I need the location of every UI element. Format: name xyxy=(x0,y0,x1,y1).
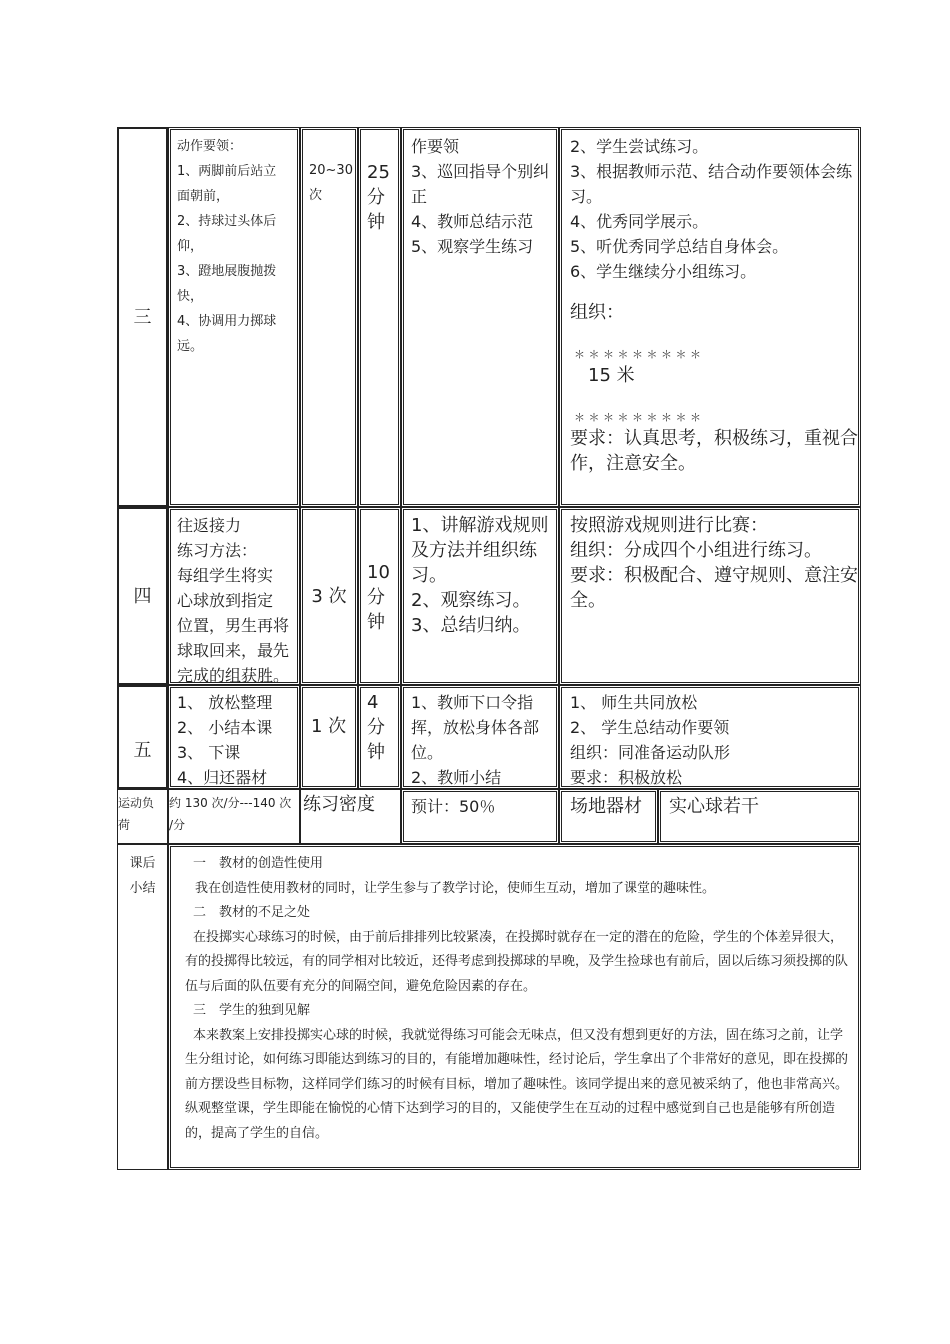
section3-student-line: 2、学生尝试练习。 xyxy=(570,137,709,156)
section4-teacher-cell xyxy=(401,507,559,685)
section5-teacher-line: 2、教师小结 xyxy=(411,768,502,787)
section3-teacher-line: 4、教师总结示范 xyxy=(411,212,534,231)
load-value-line: 约 130 次/分---140 次 xyxy=(169,796,292,810)
summary-paragraph-3: 本来教案上安排投掷实心球的时候，我就觉得练习可能会无味点，但又没有想到更好的方法，固在练习之前，让学生分组讨论，如何练习即能达到练习的目的，有能增加趣味性，经讨论后，学生拿出了个非常好的意见，即在投掷的前方摆设些目标物，这样同学们练习的时候有目标，增加了趣味性。该同学提出来的意见被采纳了，他也非常高兴。 xyxy=(185,1027,849,1092)
section5-content-line: 2、 小结本课 xyxy=(177,718,273,737)
section4-student-line: 全。 xyxy=(570,590,606,611)
summary-label-cell xyxy=(117,844,168,1170)
density-value: 预计：50％ xyxy=(411,797,496,816)
section5-content-line: 1、 放松整理 xyxy=(177,693,273,712)
section5-content-cell xyxy=(168,685,300,789)
section4-student-line: 组织：分成四个小组进行练习。 xyxy=(570,540,822,561)
section3-stars-top: ＊ ＊ ＊ ＊ ＊ ＊ ＊ ＊ ＊ xyxy=(574,348,701,361)
equipment-value: 实心球若干 xyxy=(669,796,759,817)
section4-student-cell xyxy=(559,507,861,685)
density-value-cell xyxy=(401,789,559,844)
summary-label-line: 小结 xyxy=(129,881,156,896)
section3-duration-unit: 钟 xyxy=(367,212,385,233)
section3-teacher-line: 5、观察学生练习 xyxy=(411,237,534,256)
section3-content-line: 2、持球过头体后 xyxy=(177,214,277,229)
section3-student-line: 习。 xyxy=(570,187,603,206)
section4-duration-value: 10 xyxy=(367,562,390,583)
section5-number-cell xyxy=(117,685,168,789)
section3-teacher-cell xyxy=(401,127,559,507)
section3-content-line: 1、两脚前后站立 xyxy=(177,164,277,179)
section4-teacher-line: 2、观察练习。 xyxy=(411,590,531,611)
summary-paragraph-4: 纵观整堂课，学生即能在愉悦的心情下达到学习的目的，又能使学生在互动的过程中感觉到自己也是能够有所创造的，提高了学生的自信。 xyxy=(185,1101,836,1141)
section3-org-label: 组织： xyxy=(570,302,624,323)
section3-content-line: 4、协调用力掷球 xyxy=(177,314,277,329)
section3-stars-bottom: ＊ ＊ ＊ ＊ ＊ ＊ ＊ ＊ ＊ xyxy=(574,411,701,424)
section4-duration-unit: 分 xyxy=(367,587,385,608)
section5-duration-unit: 分 xyxy=(367,717,385,738)
section3-requirement-line: 要求：认真思考，积极练习，重视合 xyxy=(570,428,858,449)
section3-number: 三 xyxy=(133,306,152,328)
section5-teacher-line: 1、教师下口令指 xyxy=(411,693,534,712)
section3-content-line: 动作要领： xyxy=(177,139,243,154)
section4-number: 四 xyxy=(133,585,152,607)
section5-teacher-line: 挥，放松身体各部 xyxy=(411,718,540,737)
section5-student-line: 2、 学生总结动作要领 xyxy=(570,718,730,737)
section3-student-line: 3、根据教师示范、结合动作要领体会练 xyxy=(570,162,853,181)
summary-paragraph-2: 在投掷实心球练习的时候，由于前后排排列比较紧凑，在投掷时就存在一定的潜在的危险，学生的个体差异很大，有的投掷得比较远，有的同学相对比较近，还得考虑到投掷球的早晚，及学生捡球也有前后，固以后练习须投掷的队伍与后面的队伍要有充分的间隔空间，避免危险因素的存在。 xyxy=(185,929,849,994)
equipment-label: 场地器材 xyxy=(570,796,642,817)
equipment-value-cell xyxy=(658,789,861,844)
section3-student-cell xyxy=(559,127,861,507)
load-label-line: 运动负 xyxy=(118,796,155,810)
load-value-line: /分 xyxy=(169,818,186,832)
section3-duration-value: 25 xyxy=(367,162,390,183)
section4-content-line: 位置，男生再将 xyxy=(177,616,290,635)
section4-content-line: 练习方法： xyxy=(177,541,258,560)
section4-teacher-line: 1、讲解游戏规则 xyxy=(411,515,549,536)
section3-student-line: 4、优秀同学展示。 xyxy=(570,212,709,231)
section4-teacher-line: 及方法并组织练 xyxy=(411,540,537,561)
section3-times-value: 20~30 xyxy=(309,163,353,178)
section3-distance: 15 米 xyxy=(588,365,635,386)
section3-times-cell xyxy=(300,127,358,507)
section4-content-line: 球取回来，最先 xyxy=(177,641,290,660)
section5-content-line: 4、归还器材 xyxy=(177,768,268,787)
section5-student-cell xyxy=(559,685,861,789)
section5-times-cell xyxy=(300,685,358,789)
summary-heading-3: 三 学生的独到见解 xyxy=(193,1003,311,1018)
summary-label-line: 课后 xyxy=(129,856,156,871)
section3-times-unit: 次 xyxy=(309,188,323,203)
density-label: 练习密度 xyxy=(303,794,375,815)
section4-content-cell xyxy=(168,507,300,685)
section4-times: 3 次 xyxy=(311,585,347,607)
section4-duration-cell xyxy=(358,507,401,685)
section5-times: 1 次 xyxy=(311,716,347,737)
section3-duration-unit: 分 xyxy=(367,187,385,208)
equipment-label-cell xyxy=(559,789,658,844)
section4-student-line: 按照游戏规则进行比赛： xyxy=(570,515,768,536)
section3-number-cell xyxy=(117,127,168,507)
section3-student-line: 5、听优秀同学总结自身体会。 xyxy=(570,237,789,256)
section5-teacher-cell xyxy=(401,685,559,789)
section3-content-line: 面朝前， xyxy=(177,189,230,204)
section3-student-line: 6、学生继续分小组练习。 xyxy=(570,262,757,281)
section4-student-line: 要求：积极配合、遵守规则、意注安 xyxy=(570,565,858,586)
summary-content-cell xyxy=(168,844,861,1170)
section3-requirement-line: 作，注意安全。 xyxy=(570,453,696,474)
section4-duration-unit: 钟 xyxy=(367,612,385,633)
summary-paragraph-1: 我在创造性使用教材的同时，让学生参与了教学讨论，使师生互动，增加了课堂的趣味性。 xyxy=(195,880,716,896)
summary-heading-1: 一 教材的创造性使用 xyxy=(193,856,324,871)
section3-teacher-line: 正 xyxy=(411,187,428,206)
section5-duration-value: 4 xyxy=(367,692,379,713)
section3-content-line: 仰， xyxy=(177,239,204,254)
section4-times-cell xyxy=(300,507,358,685)
section3-teacher-line: 3、巡回指导个别纠 xyxy=(411,162,550,181)
section5-number: 五 xyxy=(133,739,152,761)
section5-duration-unit: 钟 xyxy=(367,742,385,763)
section5-duration-cell xyxy=(358,685,401,789)
section4-teacher-line: 3、总结归纳。 xyxy=(411,615,531,636)
load-value-cell xyxy=(168,789,300,844)
section4-content-line: 往返接力 xyxy=(177,516,242,535)
load-label-cell xyxy=(117,789,168,844)
section4-number-cell xyxy=(117,507,168,685)
section4-content-line: 每组学生将实 xyxy=(177,566,274,585)
summary-heading-2: 二 教材的不足之处 xyxy=(193,905,311,920)
section3-content-line: 快， xyxy=(177,289,204,304)
section5-student-line: 要求：积极放松 xyxy=(570,768,683,787)
section5-teacher-line: 位。 xyxy=(411,743,444,762)
section3-teacher-line: 作要领 xyxy=(411,137,460,156)
section5-student-line: 组织：同准备运动队形 xyxy=(570,743,731,762)
section4-teacher-line: 习。 xyxy=(411,565,447,586)
section3-content-line: 3、蹬地展腹抛拨 xyxy=(177,264,277,279)
section3-content-cell xyxy=(168,127,300,507)
section3-content-line: 远。 xyxy=(177,339,204,354)
section4-content-line: 完成的组获胜。 xyxy=(177,666,290,685)
section5-content-line: 3、 下课 xyxy=(177,743,241,762)
load-label-line: 荷 xyxy=(118,818,131,832)
section4-content-line: 心球放到指定 xyxy=(177,591,274,610)
section5-student-line: 1、 师生共同放松 xyxy=(570,693,698,712)
section3-duration-cell xyxy=(358,127,401,507)
density-label-cell xyxy=(300,789,401,844)
